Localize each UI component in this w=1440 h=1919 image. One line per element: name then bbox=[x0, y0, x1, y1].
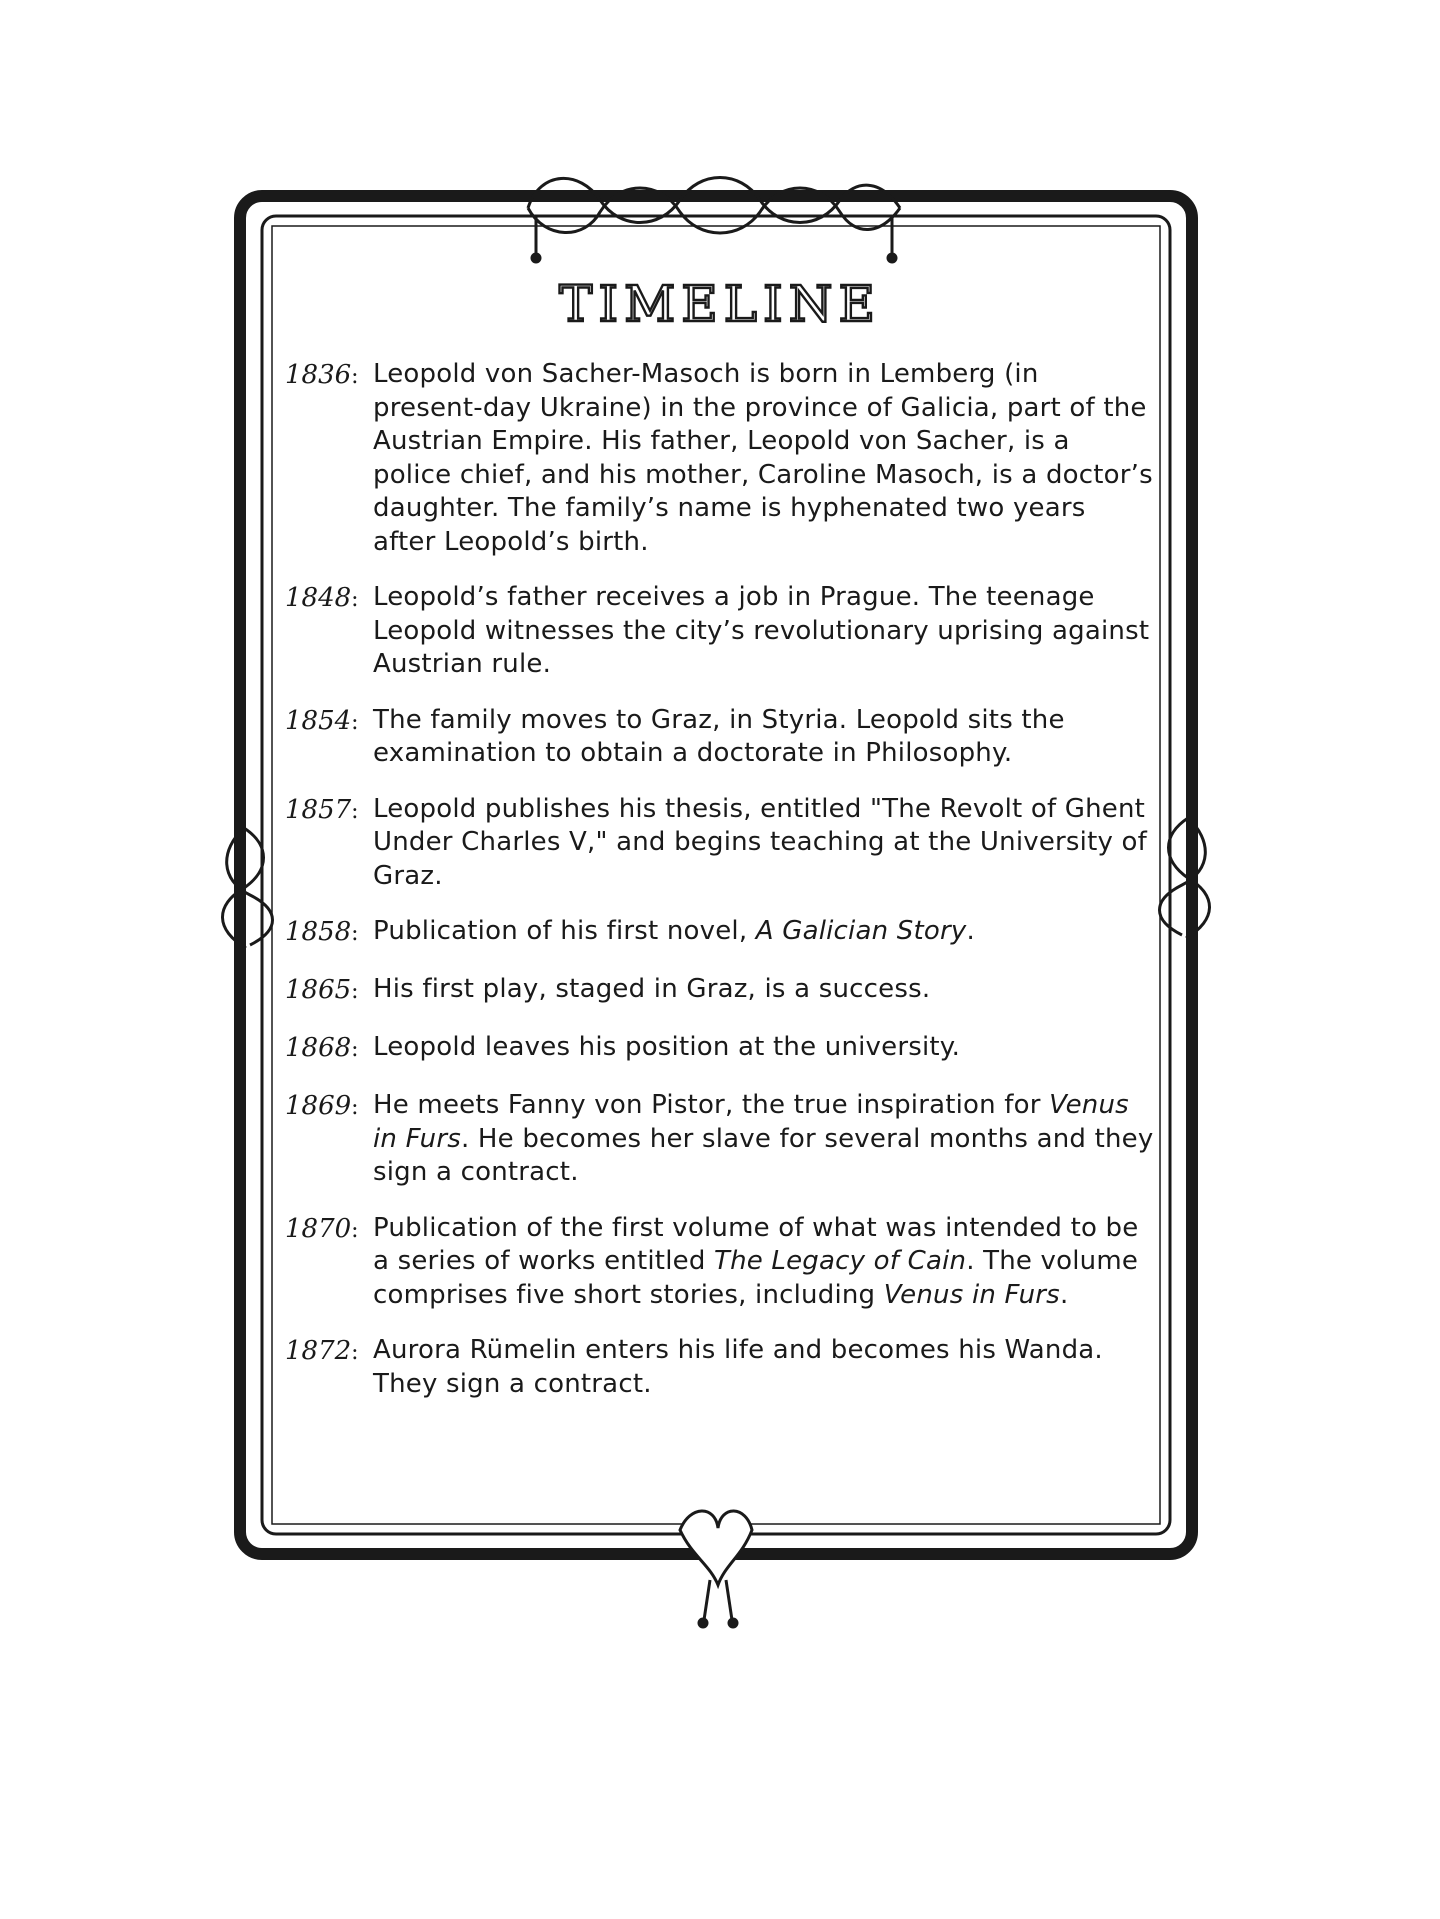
entry-year: 1848: bbox=[285, 583, 359, 613]
entry-year: 1872: bbox=[285, 1336, 359, 1366]
timeline-entry bbox=[285, 358, 1155, 559]
entry-text: Publication of the first volume of what was intended to be a series of works entitled The Legacy of Cain. The volume comprises five short stories, including Venus in Furs. bbox=[373, 1212, 1139, 1310]
timeline-entry bbox=[285, 1334, 1155, 1401]
book-title: Venus in Furs bbox=[883, 1279, 1060, 1310]
entry-year: 1869: bbox=[285, 1091, 359, 1121]
timeline-entry bbox=[285, 1212, 1155, 1313]
timeline-entry bbox=[285, 1031, 1155, 1067]
entry-text: His first play, staged in Graz, is a success. bbox=[373, 974, 931, 1004]
entry-year: 1870: bbox=[285, 1213, 359, 1244]
entry-year: 1858: bbox=[285, 917, 359, 947]
entry-year: 1865: bbox=[285, 975, 359, 1005]
entry-text: Publication of his first novel, A Galician Story. bbox=[373, 916, 975, 946]
timeline-entry bbox=[285, 581, 1155, 682]
left-knot-ornament bbox=[222, 828, 272, 948]
entry-year: 1857: bbox=[285, 794, 359, 825]
timeline-entry bbox=[285, 915, 1155, 951]
page-title: TIMELINE bbox=[559, 275, 881, 333]
entry-text: He meets Fanny von Pistor, the true inspiration for Venus in Furs. He becomes her slave for several months and they sign a contract. bbox=[373, 1090, 1154, 1187]
entry-year: 1854: bbox=[285, 705, 359, 736]
entry-text: Leopold publishes his thesis, entitled "The Revolt of Ghent Under Charles V," and begins teaching at the University of Graz. bbox=[373, 793, 1147, 891]
entry-text: Leopold von Sacher-Masoch is born in Lemberg (in present-day Ukraine) in the province of Galicia, part of the Austrian Empire. His father, Leopold von Sacher, is a police chief, and his mother, Caroline Masoch, is a doctor’s daughter. The family’s name is hyphenated two years after Leopold’s birth. bbox=[373, 359, 1153, 557]
entry-text: Leopold’s father receives a job in Prague. The teenage Leopold witnesses the city’s revolutionary uprising against Austrian rule. bbox=[373, 582, 1150, 679]
timeline-entry bbox=[285, 973, 1155, 1009]
entry-text: Aurora Rümelin enters his life and becomes his Wanda. They sign a contract. bbox=[373, 1335, 1103, 1399]
timeline-entry bbox=[285, 1089, 1155, 1190]
bottom-knot-ornament bbox=[680, 1511, 752, 1627]
entry-text: Leopold leaves his position at the university. bbox=[373, 1032, 961, 1062]
book-title: A Galician Story bbox=[755, 916, 967, 946]
right-knot-ornament bbox=[1160, 818, 1210, 938]
timeline-entry bbox=[285, 704, 1155, 771]
book-title: The Legacy of Cain bbox=[714, 1246, 967, 1276]
entry-year: 1836: bbox=[285, 360, 359, 390]
entry-year: 1868: bbox=[285, 1033, 359, 1063]
entry-text: The family moves to Graz, in Styria. Leopold sits the examination to obtain a doctorate in Philosophy. bbox=[373, 704, 1065, 768]
book-title: Venus in Furs bbox=[373, 1090, 1129, 1154]
timeline-entry bbox=[285, 793, 1155, 894]
timeline-list bbox=[285, 358, 1155, 1423]
